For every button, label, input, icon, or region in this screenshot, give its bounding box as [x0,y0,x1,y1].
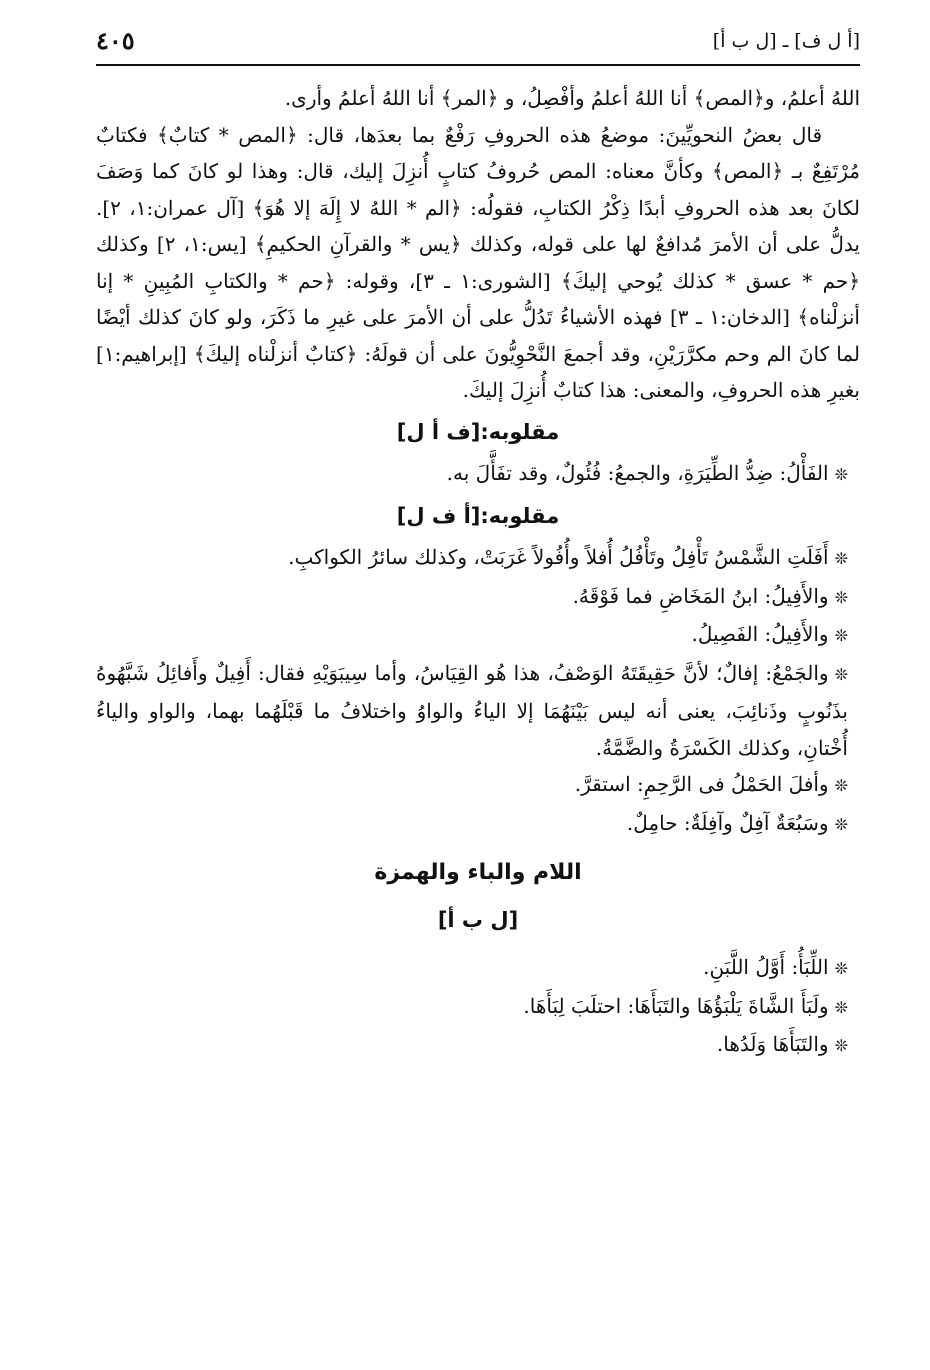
star-icon: ❊ [834,664,848,684]
entry-text: وسَبُعَةٌ آفِلٌ وآفِلَةٌ: حامِلٌ. [626,810,829,835]
root-heading: [ل ب أ] [437,908,519,932]
entry-text: ولَبَأَ الشَّاةَ يَلْبَؤُهَا والتَبَأَهَا: احتلَبَ لِبَأَهَا. [523,993,829,1018]
page-number: ٤٠٥ [96,26,135,55]
star-icon: ❊ [834,464,848,484]
star-icon: ❊ [834,626,848,645]
dictionary-entry [96,988,860,1027]
entry-text: والأَفِيلُ: ابنُ المَخَاضِ فما فَوْقَهُ. [572,583,829,608]
entry-text: الفَأْلُ: ضِدُّ الطِّيَرَةِ، والجمعُ: فُئُولٌ، وقد تفَأَّلَ به. [446,460,829,485]
star-icon: ❊ [834,549,848,568]
body-text [96,80,860,1065]
entry-text: والتَبَأَهَا وَلَدُها. [716,1032,829,1056]
dictionary-entry [96,1026,860,1065]
section-heading: مقلوبه:[ف أ ل] [396,419,560,444]
header-rule [96,64,860,66]
dictionary-entry [96,539,860,578]
dictionary-entry [96,655,860,767]
star-icon: ❊ [834,776,848,795]
entry-text: اللِّبَأُ: أَوَّلُ اللَّبَنِ. [703,955,829,979]
entry-text: والجَمْعُ: إفالٌ؛ لأنَّ حَقِيقَتَهُ الوَصْفُ، هذا هُو القِيَاسُ، وأما سِيبَوَيْهِ فقال: أَفِيلٌ وأَفائِلُ شَبَّهُوهُ بذَنُوبٍ وذَنائِبَ، يعنى أنه ليس بَيْنَهُمَا إلا الياءُ والواوُ واختلافُ ما قَبْلَهُما بهما، والواو والياءُ أُخْتانِ، وكذلك الكَسْرَةُ والضَّمَّةُ. [96,660,848,760]
star-icon: ❊ [834,997,848,1017]
dictionary-entry [96,616,860,655]
star-icon: ❊ [834,814,848,834]
running-title: [أ ل ف] ـ [ل ب أ] [712,30,860,52]
entry-text: وأفلَ الحَمْلُ فى الرَّحِمِ: استقرَّ. [574,772,829,796]
star-icon: ❊ [834,587,848,607]
dictionary-entry [96,766,860,805]
paragraph: اللهُ أعلمُ، و﴿المص﴾ أنا اللهُ أعلمُ وأفْصِلُ، و ﴿المر﴾ أنا اللهُ أعلمُ وأرى. [284,86,860,110]
dictionary-entry [96,578,860,617]
star-icon: ❊ [834,1036,848,1055]
star-icon: ❊ [834,959,848,978]
dictionary-entry [96,949,860,988]
section-heading: مقلوبه:[أ ف ل] [396,504,560,528]
chapter-heading: اللام والباء والهمزة [374,860,582,885]
entry-text: أَفَلَتِ الشَّمْسُ تَأْفِلُ وتَأْفُلُ أُفلاً وأُفُولاً غَرَبَتْ، وكذلك سائرُ الكواكبِ. [288,545,829,569]
dictionary-entry [96,805,860,844]
running-head [96,26,860,58]
paragraph: قال بعضُ النحويِّينَ: موضعُ هذه الحروفِ رَفْعٌ بما بعدَها، قال: ﴿المص * كتابٌ﴾ فكتابٌ مُرْتَفِعٌ بـ ﴿المص﴾ وكأنَّ معناه: المص حُروفُ كتابٍ أُنزِلَ إليك، قال: وهذا لو كانَ كما وَصَفَ لكانَ بعد هذه الحروفِ أبدًا ذِكْرُ الكتابِ، فقولُه: ﴿الم * اللهُ لا إِلَهَ إلا هُوَ﴾ [آل عمران:١، ٢]. يدلُّ على أن الأمرَ مُدافعٌ لها على قوله، وكذلك ﴿يس * والقرآنِ الحكيمِ﴾ [يس:١، ٢] وكذلك ﴿حم * عسق * كذلك يُوحي إليكَ﴾ [الشورى:١ ـ ٣]، وقوله: ﴿حم * والكتابِ المُبِينِ * إنا أنزلْناه﴾ [الدخان:١ ـ ٣] فهذه الأشياءُ تَدُلُّ على أن الأمرَ على غيرِ ما ذَكَرَ، ولو كانَ كذلك أيْضًا لما كانَ الم وحم مكرَّرَيْنِ، وقد أجمعَ النَّحْوِيُّونَ على أن قولَهُ: ﴿كتابٌ أنزلْناه إليكَ﴾ [إبراهيم:١] بغيرِ هذه الحروفِ، والمعنى: هذا كتابٌ أُنزِلَ إليكَ. [96,122,861,402]
dictionary-entry [96,455,860,494]
entry-text: والأَفِيلُ: الفَصِيلُ. [691,622,829,646]
